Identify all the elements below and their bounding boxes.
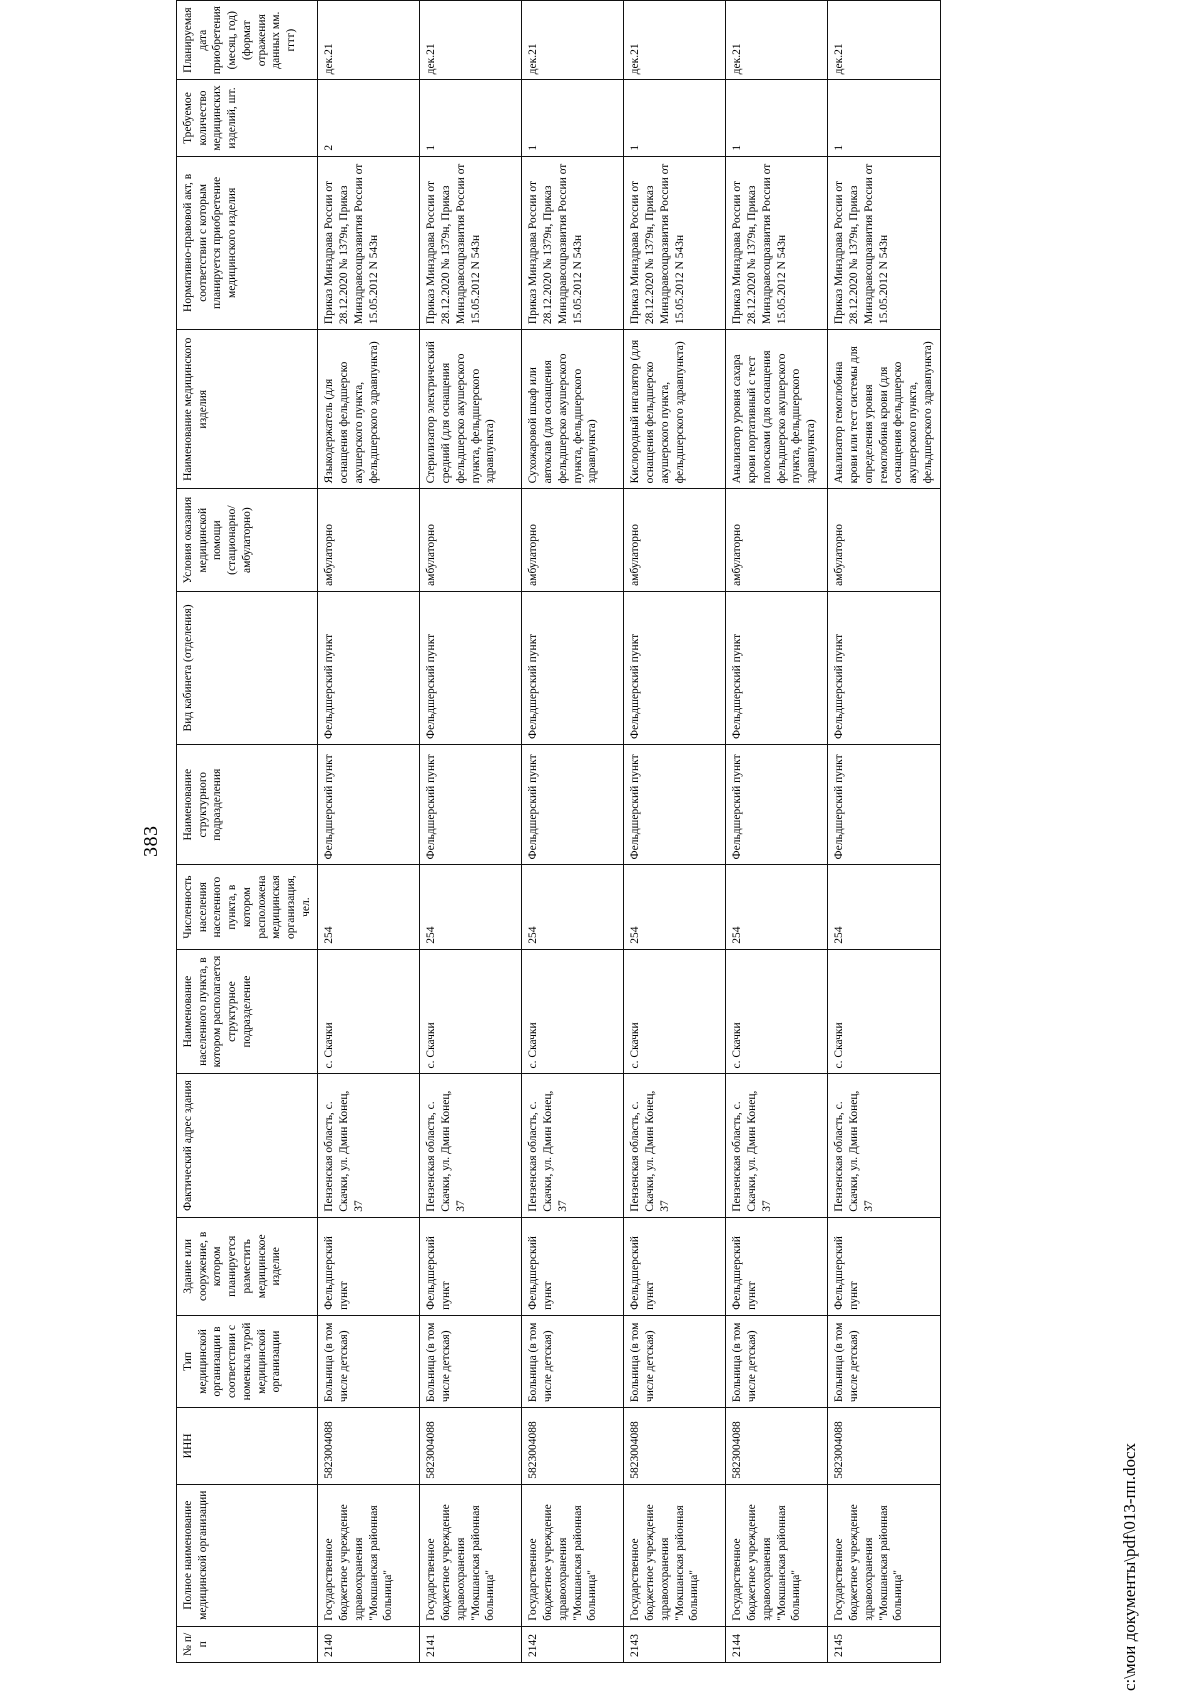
device-cell: Стерилизатор электрический средний (для оснащения фельдшерско акушерского пункта, фельдшерского здравпункта) xyxy=(420,330,522,489)
locality-cell: с. Скачки xyxy=(726,949,828,1074)
dept-cell: Фельдшерский пункт xyxy=(420,744,522,865)
org-type-cell: Больница (в том числе детская) xyxy=(828,1315,940,1407)
header-dept: Наименование структурного подразделения xyxy=(177,744,318,865)
legal-act-cell: Приказ Минздрава России от 28.12.2020 № 1379н, Приказ Минздравсоцразвития России от 15.05.2012 N 543н xyxy=(828,156,940,329)
inn-cell: 5823004088 xyxy=(828,1408,940,1485)
locality-cell: с. Скачки xyxy=(522,949,624,1074)
table-row xyxy=(522,1,624,1663)
conditions-cell: амбулаторно xyxy=(624,489,726,592)
population-cell: 254 xyxy=(318,865,420,949)
header-address: Фактический адрес здания xyxy=(177,1074,318,1217)
cabinet-cell: Фельдшерский пункт xyxy=(726,591,828,744)
org-name-cell: Государственное бюджетное учреждение здравоохранения "Мокшанская районная больница" xyxy=(318,1484,420,1626)
row-number-cell: 2142 xyxy=(522,1626,624,1662)
building-cell: Фельдшерский пункт xyxy=(828,1217,940,1315)
header-conditions: Условия оказания медицинской помощи (стационарно/ амбулаторно) xyxy=(177,489,318,592)
device-cell: Анализатор уровня сахара крови портативный с тест полосками (для оснащения фельдшерско акушерского пункта, фельдшерского здравпункта) xyxy=(726,330,828,489)
quantity-cell: 1 xyxy=(420,80,522,156)
header-qty: Требуемое количество медицинских изделий, шт. xyxy=(177,80,318,156)
device-cell: Кислородный ингалятор (для оснащения фельдшерско акушерского пункта, фельдшерского здравпункта) xyxy=(624,330,726,489)
population-cell: 254 xyxy=(828,865,940,949)
dept-cell: Фельдшерский пункт xyxy=(318,744,420,865)
locality-cell: с. Скачки xyxy=(420,949,522,1074)
population-cell: 254 xyxy=(726,865,828,949)
quantity-cell: 1 xyxy=(828,80,940,156)
address-cell: Пензенская область, с. Скачки, ул. Дмин Конец, 37 xyxy=(420,1074,522,1217)
inn-cell: 5823004088 xyxy=(624,1408,726,1485)
date-cell: дек.21 xyxy=(318,1,420,80)
org-name-cell: Государственное бюджетное учреждение здравоохранения "Мокшанская районная больница" xyxy=(624,1484,726,1626)
population-cell: 254 xyxy=(420,865,522,949)
row-number-cell: 2145 xyxy=(828,1626,940,1662)
date-cell: дек.21 xyxy=(624,1,726,80)
row-number-cell: 2143 xyxy=(624,1626,726,1662)
table-row xyxy=(318,1,420,1663)
header-num: № п/п xyxy=(177,1626,318,1662)
quantity-cell: 1 xyxy=(624,80,726,156)
inn-cell: 5823004088 xyxy=(522,1408,624,1485)
row-number-cell: 2141 xyxy=(420,1626,522,1662)
legal-act-cell: Приказ Минздрава России от 28.12.2020 № 1379н, Приказ Минздравсоцразвития России от 15.05.2012 N 543н xyxy=(420,156,522,329)
header-legal-act: Нормативно-правовой акт, в соответствии с которым планируется приобретение медицинского изделия xyxy=(177,156,318,329)
org-name-cell: Государственное бюджетное учреждение здравоохранения "Мокшанская районная больница" xyxy=(726,1484,828,1626)
header-locality: Наименование населенного пункта, в котором располагается структурное подразделение xyxy=(177,949,318,1074)
header-population: Численность населения населенного пункта, в котором расположена медицинская организация, чел. xyxy=(177,865,318,949)
row-number-cell: 2144 xyxy=(726,1626,828,1662)
org-name-cell: Государственное бюджетное учреждение здравоохранения "Мокшанская районная больница" xyxy=(420,1484,522,1626)
quantity-cell: 1 xyxy=(522,80,624,156)
legal-act-cell: Приказ Минздрава России от 28.12.2020 № 1379н, Приказ Минздравсоцразвития России от 15.05.2012 N 543н xyxy=(522,156,624,329)
inn-cell: 5823004088 xyxy=(318,1408,420,1485)
building-cell: Фельдшерский пункт xyxy=(420,1217,522,1315)
date-cell: дек.21 xyxy=(726,1,828,80)
cabinet-cell: Фельдшерский пункт xyxy=(624,591,726,744)
org-type-cell: Больница (в том числе детская) xyxy=(522,1315,624,1407)
population-cell: 254 xyxy=(624,865,726,949)
device-cell: Сухожаровой шкаф или автоклав (для оснащения фельдшерско акушерского пункта, фельдшерского здравпункта) xyxy=(522,330,624,489)
cabinet-cell: Фельдшерский пункт xyxy=(318,591,420,744)
conditions-cell: амбулаторно xyxy=(318,489,420,592)
conditions-cell: амбулаторно xyxy=(726,489,828,592)
population-cell: 254 xyxy=(522,865,624,949)
medical-devices-table xyxy=(176,0,941,1663)
device-cell: Языкодержатель (для оснащения фельдшерско акушерского пункта, фельдшерского здравпункта) xyxy=(318,330,420,489)
table-body xyxy=(318,1,940,1663)
org-type-cell: Больница (в том числе детская) xyxy=(318,1315,420,1407)
building-cell: Фельдшерский пункт xyxy=(318,1217,420,1315)
page-number: 383 xyxy=(140,825,162,857)
org-type-cell: Больница (в том числе детская) xyxy=(624,1315,726,1407)
address-cell: Пензенская область, с. Скачки, ул. Дмин Конец, 37 xyxy=(726,1074,828,1217)
building-cell: Фельдшерский пункт xyxy=(522,1217,624,1315)
building-cell: Фельдшерский пункт xyxy=(624,1217,726,1315)
header-inn: ИНН xyxy=(177,1408,318,1485)
dept-cell: Фельдшерский пункт xyxy=(726,744,828,865)
locality-cell: с. Скачки xyxy=(318,949,420,1074)
row-number-cell: 2140 xyxy=(318,1626,420,1662)
header-cabinet: Вид кабинета (отделения) xyxy=(177,591,318,744)
cabinet-cell: Фельдшерский пункт xyxy=(420,591,522,744)
quantity-cell: 1 xyxy=(726,80,828,156)
conditions-cell: амбулаторно xyxy=(828,489,940,592)
org-name-cell: Государственное бюджетное учреждение здравоохранения "Мокшанская районная больница" xyxy=(828,1484,940,1626)
date-cell: дек.21 xyxy=(420,1,522,80)
address-cell: Пензенская область, с. Скачки, ул. Дмин Конец, 37 xyxy=(624,1074,726,1217)
header-device: Наименование медицинского изделия xyxy=(177,330,318,489)
dept-cell: Фельдшерский пункт xyxy=(522,744,624,865)
table-row xyxy=(828,1,940,1663)
dept-cell: Фельдшерский пункт xyxy=(624,744,726,865)
address-cell: Пензенская область, с. Скачки, ул. Дмин Конец, 37 xyxy=(522,1074,624,1217)
building-cell: Фельдшерский пункт xyxy=(726,1217,828,1315)
conditions-cell: амбулаторно xyxy=(420,489,522,592)
table-row xyxy=(420,1,522,1663)
table-row xyxy=(624,1,726,1663)
table-row xyxy=(726,1,828,1663)
inn-cell: 5823004088 xyxy=(420,1408,522,1485)
org-type-cell: Больница (в том числе детская) xyxy=(726,1315,828,1407)
locality-cell: с. Скачки xyxy=(828,949,940,1074)
header-date: Планируемая дата приобретения (месяц, год) (формат отражения данных мм. гггг) xyxy=(177,1,318,80)
date-cell: дек.21 xyxy=(828,1,940,80)
inn-cell: 5823004088 xyxy=(726,1408,828,1485)
device-cell: Анализатор гемоглобина крови или тест системы для определения уровня гемоглобина крови (для оснащения фельдшерско акушерского пункта, фельдшерского здравпункта) xyxy=(828,330,940,489)
header-org-name: Полное наименование медицинской организации xyxy=(177,1484,318,1626)
header-org-type: Тип медицинской организации в соответствии с номенкла турой медицинской организации xyxy=(177,1315,318,1407)
dept-cell: Фельдшерский пункт xyxy=(828,744,940,865)
table-header-row xyxy=(177,1,318,1663)
header-building: Здание или сооружение, в котором планируется разместить медицинское изделие xyxy=(177,1217,318,1315)
org-type-cell: Больница (в том числе детская) xyxy=(420,1315,522,1407)
conditions-cell: амбулаторно xyxy=(522,489,624,592)
legal-act-cell: Приказ Минздрава России от 28.12.2020 № 1379н, Приказ Минздравсоцразвития России от 15.05.2012 N 543н xyxy=(624,156,726,329)
legal-act-cell: Приказ Минздрава России от 28.12.2020 № 1379н, Приказ Минздравсоцразвития России от 15.05.2012 N 543н xyxy=(318,156,420,329)
locality-cell: с. Скачки xyxy=(624,949,726,1074)
legal-act-cell: Приказ Минздрава России от 28.12.2020 № 1379н, Приказ Минздравсоцразвития России от 15.05.2012 N 543н xyxy=(726,156,828,329)
date-cell: дек.21 xyxy=(522,1,624,80)
org-name-cell: Государственное бюджетное учреждение здравоохранения "Мокшанская районная больница" xyxy=(522,1484,624,1626)
address-cell: Пензенская область, с. Скачки, ул. Дмин Конец, 37 xyxy=(828,1074,940,1217)
address-cell: Пензенская область, с. Скачки, ул. Дмин Конец, 37 xyxy=(318,1074,420,1217)
cabinet-cell: Фельдшерский пункт xyxy=(828,591,940,744)
quantity-cell: 2 xyxy=(318,80,420,156)
footer-file-path: c:\мои документы\pdf\013-пп.docx xyxy=(1120,1442,1139,1691)
cabinet-cell: Фельдшерский пункт xyxy=(522,591,624,744)
